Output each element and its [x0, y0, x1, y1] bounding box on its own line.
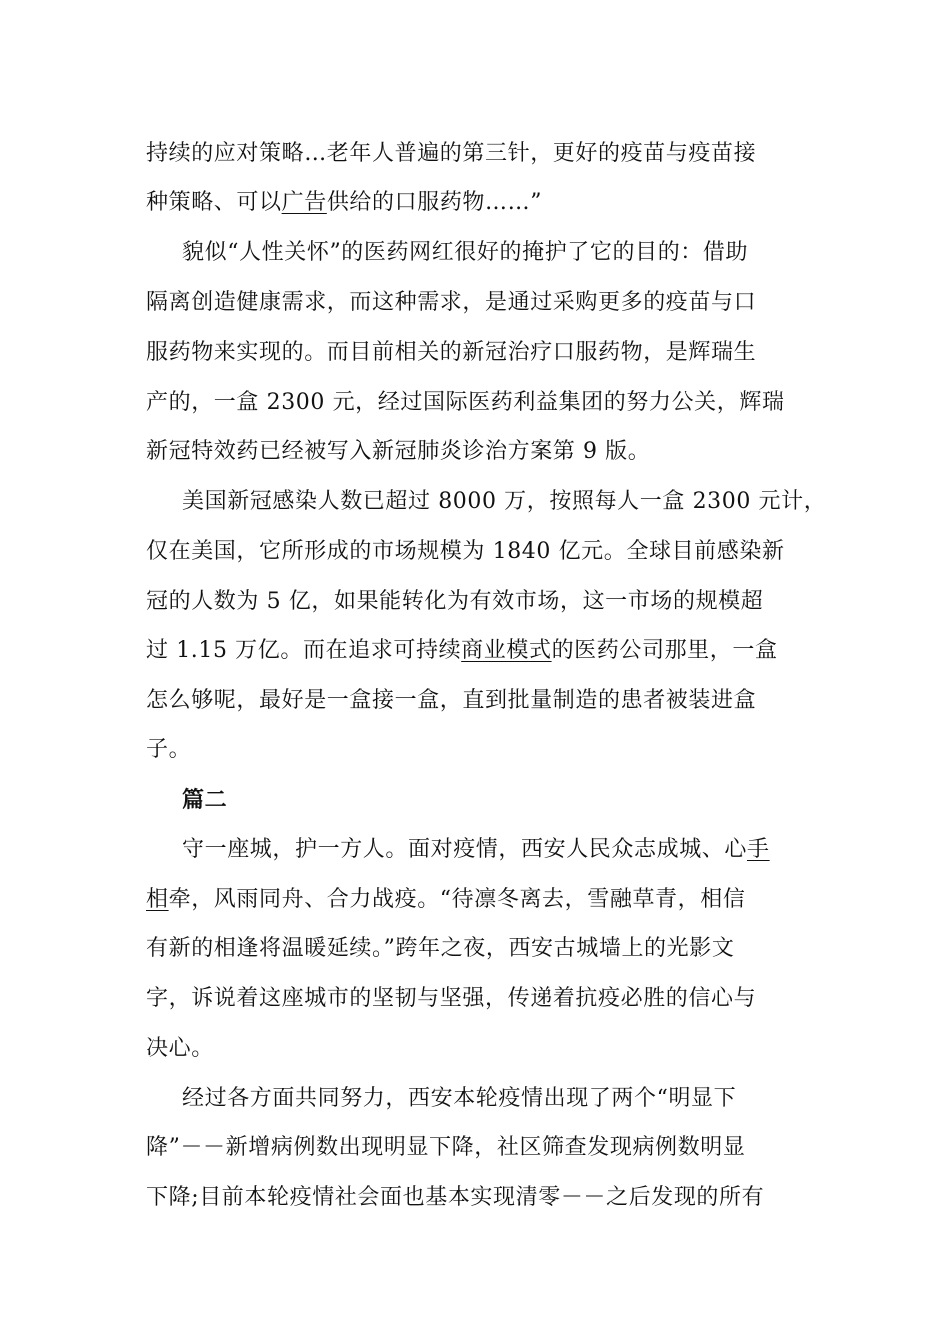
text-span: 仅在美国，它所形成的市场规模为 1840 亿元。全球目前感染新	[146, 539, 785, 564]
text-span: 过 1.15 万亿。而在追求可持续	[146, 638, 462, 663]
text-span: 持续的应对策略…老年人普遍的第三针，更好的疫苗与疫苗接	[146, 141, 757, 166]
text-line	[182, 487, 862, 517]
text-line	[182, 1084, 862, 1114]
text-line	[146, 686, 826, 716]
hand-in-hand-link[interactable]: 相	[146, 887, 169, 912]
text-span: 牵，风雨同舟、合力战疫。“待凛冬离去，雪融草青，相信	[168, 887, 746, 912]
text-span: 守一座城，护一方人。面对疫情，西安人民众志成城、心	[182, 837, 748, 862]
text-line	[146, 587, 826, 617]
text-line	[146, 885, 826, 915]
text-span: 隔离创造健康需求，而这种需求，是通过采购更多的疫苗与口	[146, 290, 757, 315]
text-line	[146, 188, 826, 218]
text-span: 新冠特效药已经被写入新冠肺炎诊治方案第 9 版。	[146, 439, 651, 464]
text-span: 的医药公司那里，一盒	[551, 638, 778, 663]
text-span: 供给的口服药物……”	[326, 190, 543, 215]
text-line	[146, 934, 826, 964]
text-line	[146, 1183, 826, 1213]
text-span: 决心。	[146, 1036, 214, 1061]
text-span: 貌似“人性关怀”的医药网红很好的掩护了它的目的：借助	[182, 240, 749, 265]
text-line	[146, 537, 826, 567]
text-span: 美国新冠感染人数已超过 8000 万，按照每人一盒 2300 元计，	[182, 489, 827, 514]
hand-in-hand-link[interactable]: 手	[747, 837, 770, 862]
text-line	[182, 835, 862, 865]
heading-text: 篇二	[182, 787, 228, 813]
text-span: 经过各方面共同努力，西安本轮疫情出现了两个“明显下	[182, 1086, 737, 1111]
text-span: 有新的相逢将温暖延续。”跨年之夜，西安古城墙上的光影文	[146, 936, 735, 961]
text-line	[146, 984, 826, 1014]
text-line	[146, 636, 826, 666]
text-span: 种策略、可以	[146, 190, 282, 215]
text-line	[182, 238, 862, 268]
text-span: 降”－－新增病例数出现明显下降，社区筛查发现病例数明显	[146, 1135, 746, 1160]
text-line	[146, 437, 826, 467]
text-line	[146, 388, 826, 418]
text-span: 冠的人数为 5 亿，如果能转化为有效市场，这一市场的规模超	[146, 589, 764, 614]
section-heading	[182, 785, 862, 815]
text-span: 产的，一盒 2300 元，经过国际医药利益集团的努力公关，辉瑞	[146, 390, 785, 415]
text-span: 字，诉说着这座城市的坚韧与坚强，传递着抗疫必胜的信心与	[146, 986, 757, 1011]
business-model-link[interactable]: 商业模式	[461, 638, 552, 663]
text-span: 服药物来实现的。而目前相关的新冠治疗口服药物，是辉瑞生	[146, 340, 757, 365]
advertising-link[interactable]: 广告	[281, 190, 327, 215]
text-line	[146, 1034, 826, 1064]
text-span: 下降;目前本轮疫情社会面也基本实现清零－－之后发现的所有	[146, 1185, 765, 1210]
text-line	[146, 139, 826, 169]
text-span: 子。	[146, 737, 192, 762]
text-line	[146, 1133, 826, 1163]
text-line	[146, 735, 826, 765]
text-line	[146, 338, 826, 368]
text-line	[146, 288, 826, 318]
text-span: 怎么够呢，最好是一盒接一盒，直到批量制造的患者被装进盒	[146, 688, 757, 713]
